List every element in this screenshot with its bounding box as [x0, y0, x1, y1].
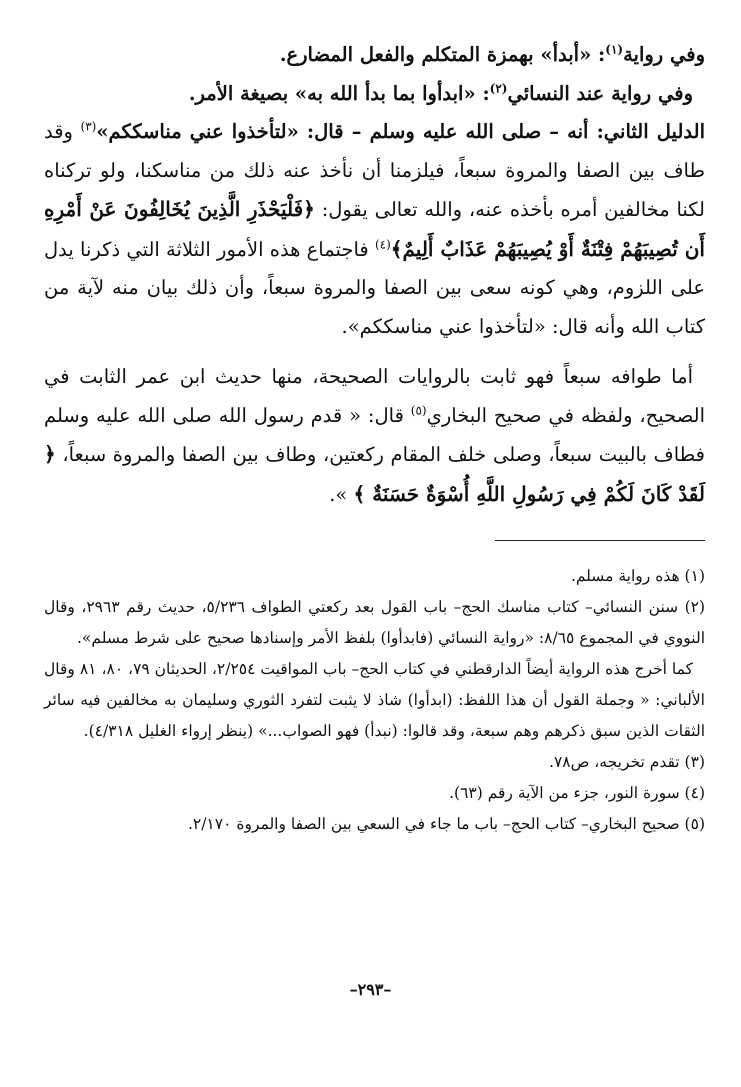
tawaf-text: أما طوافه سبعاً فهو ثابت بالروايات الصحيحة، منها حديث ابن عمر الثابت في الصحيح، ولفظه في صحيح البخاري: [44, 365, 705, 427]
quran-verse-ahzab: ﴿ لَقَدْ كَانَ لَكُمْ فِي رَسُولِ اللَّهِ أُسْوَةٌ حَسَنَةٌ ﴾: [44, 442, 705, 506]
footnote-4: (٤) سورة النور، جزء من الآية رقم (٦٣).: [449, 784, 705, 802]
footnote-ref-2: (٢): [489, 81, 508, 95]
main-text: [44, 36, 705, 514]
paragraph-riwaya-1: [44, 36, 705, 75]
riwaya-1-text: وفي رواية: [623, 43, 705, 66]
footnote-ref-3: (٣): [80, 119, 97, 134]
riwaya-2-rest: : «ابدأوا بما بدأ الله به» بصيغة الأمر.: [188, 81, 490, 105]
riwaya-1-rest: : «أبدأ» بهمزة المتكلم والفعل المضارع.: [279, 43, 606, 66]
second-evidence-end: فاجتماع هذه الأمور الثلاثة التي ذكرنا يدل على اللزوم، وهي كونه سعى بين الصفا والمروة سبعاً، وأن ذلك بيان منه لآية من كتاب الله وأنه قال: «لتأخذوا عني مناسككم».: [44, 237, 705, 338]
footnote-ref-4: (٤): [374, 237, 391, 251]
footnote-5: (٥) صحيح البخاري– كتاب الحج– باب ما جاء في السعي بين الصفا والمروة ٢/١٧٠.: [187, 815, 705, 833]
footnote-divider: [495, 540, 705, 541]
paragraph-tawaf: [44, 358, 705, 514]
footnote-ref-5: (٥): [410, 403, 427, 417]
footnote-2: (٢) سنن النسائي– كتاب مناسك الحج– باب القول بعد ركعتي الطواف ٥/٢٣٦، حديث رقم ٢٩٦٣، وقال النووي في المجموع ٨/٦٥: «رواية النسائي (فابدأوا) بلفظ الأمر وإسنادها صحيح على شرط مسلم».: [44, 598, 706, 647]
footnote-ref-1: (١): [605, 42, 624, 57]
footnote-3: (٣) تقدم تخريجه، ص٧٨.: [549, 753, 705, 771]
footnote-2-continued: كما أخرج هذه الرواية أيضاً الدارقطني في كتاب الحج– باب المواقيت ٢/٢٥٤، الحديثان ٧٩، ٨٠، ٨١ وقال الألباني: « وجملة القول أن هذا اللفظ: (ابدأوا) شاذ لا يثبت لتفرد الثوري وسليمان به مخالفين فيه سائر الثقات الذين سبق ذكرهم وهم سبعة، وقد قالوا: (نبدأ) فهو الصواب...» (ينظر إرواء الغليل ٤/٣١٨).: [44, 660, 705, 740]
paragraph-second-evidence: [44, 113, 705, 346]
second-evidence-rest: وقد طاف بين الصفا والمروة سبعاً، فيلزمنا أن نأخذ عنه ذلك من مناسكنا، ولو تركناه لكنا مخالفين أمره بأخذه عنه، والله تعالى يقول:: [44, 120, 705, 221]
footnotes: [44, 561, 705, 840]
tawaf-rest: قال: « قدم رسول الله صلى الله عليه وسلم فطاف بالبيت سبعاً، وصلى خلف المقام ركعتين، وطاف بين الصفا والمروة سبعاً،: [44, 403, 705, 466]
second-evidence-text: أنه – صلى الله عليه وسلم – قال: «لتأخذوا عني مناسككم»: [96, 120, 597, 143]
page-number: –٢٩٣–: [349, 980, 392, 999]
quran-verse-nur: ﴿فَلْيَحْذَرِ الَّذِينَ يُخَالِفُونَ عَنْ أَمْرِهِ أَن تُصِيبَهُمْ فِتْنَةٌ أَوْ يُصِيبَهُمْ عَذَابٌ أَلِيمٌ﴾: [44, 197, 705, 261]
tawaf-end: ».: [329, 482, 354, 506]
footnote-1: (١) هذه رواية مسلم.: [570, 567, 705, 585]
riwaya-2-text: وفي رواية عند النسائي: [507, 81, 693, 105]
second-evidence-label: الدليل الثاني:: [596, 120, 705, 143]
paragraph-riwaya-2: [44, 75, 705, 114]
